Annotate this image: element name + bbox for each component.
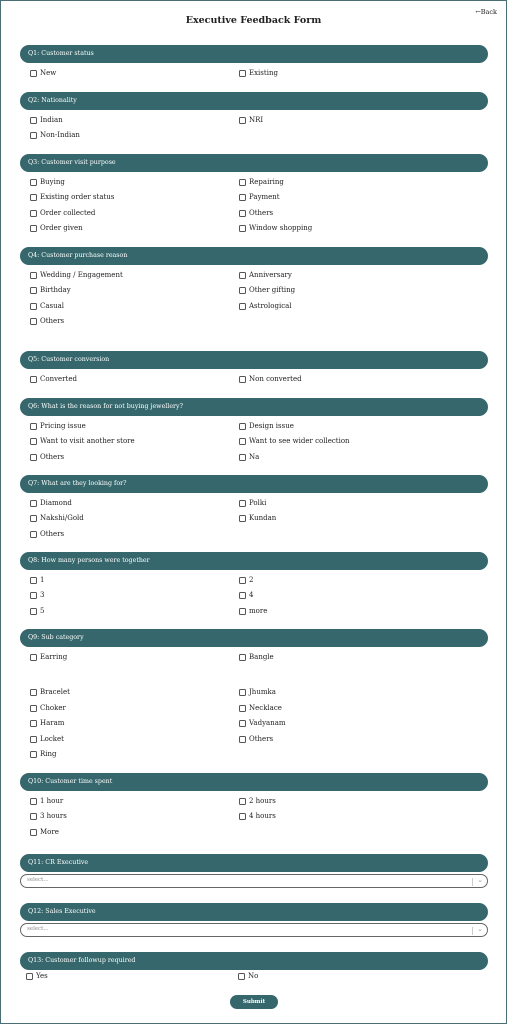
- checkbox[interactable]: [239, 376, 246, 383]
- checkbox[interactable]: [239, 194, 246, 201]
- option-label: Window shopping: [249, 224, 313, 232]
- question-header: Q3: Customer visit purpose: [20, 154, 488, 172]
- checkbox-option[interactable]: [30, 375, 77, 383]
- checkbox[interactable]: [30, 423, 37, 430]
- question-header: Q4: Customer purchase reason: [20, 247, 488, 265]
- checkbox-option[interactable]: [30, 499, 72, 507]
- question-q7: [20, 475, 488, 538]
- option-label: 2 hours: [249, 797, 276, 805]
- checkbox-option[interactable]: [239, 812, 276, 820]
- checkbox[interactable]: [239, 179, 246, 186]
- checkbox[interactable]: [239, 736, 246, 743]
- option-label: Want to visit another store: [40, 437, 135, 445]
- option-label: 5: [40, 607, 45, 615]
- checkbox[interactable]: [239, 225, 246, 232]
- checkbox-option[interactable]: [239, 499, 266, 507]
- checkbox[interactable]: [239, 813, 246, 820]
- question-q12: [20, 903, 488, 933]
- option-label: Earring: [40, 653, 68, 661]
- checkbox-option[interactable]: [30, 576, 44, 584]
- cr-executive-select[interactable]: [20, 874, 488, 888]
- option-label: 1 hour: [40, 797, 64, 805]
- option-label: 3 hours: [40, 812, 67, 820]
- question-q6: [20, 398, 488, 461]
- option-label: Bracelet: [40, 688, 70, 696]
- checkbox-option[interactable]: [239, 797, 276, 805]
- checkbox[interactable]: [30, 287, 37, 294]
- checkbox[interactable]: [30, 751, 37, 758]
- checkbox[interactable]: [30, 454, 37, 461]
- option-label: 1: [40, 576, 45, 584]
- checkbox-option[interactable]: [30, 750, 57, 758]
- checkbox[interactable]: [30, 210, 37, 217]
- submit-button[interactable]: Submit: [230, 995, 278, 1009]
- checkbox[interactable]: [30, 813, 37, 820]
- option-label: Order given: [40, 224, 83, 232]
- checkbox-option[interactable]: [30, 286, 71, 294]
- option-label: Converted: [40, 375, 77, 383]
- option-label: Necklace: [249, 704, 282, 712]
- option-label: Other gifting: [249, 286, 296, 294]
- question-header: Q12: Sales Executive: [20, 903, 488, 921]
- checkbox-option[interactable]: [30, 317, 64, 325]
- checkbox[interactable]: [30, 736, 37, 743]
- checkbox-option[interactable]: [239, 116, 263, 124]
- checkbox[interactable]: [239, 515, 246, 522]
- checkbox-option[interactable]: [30, 607, 44, 615]
- option-label: Na: [249, 453, 260, 461]
- checkbox-option[interactable]: [30, 735, 64, 743]
- checkbox[interactable]: [30, 117, 37, 124]
- checkbox[interactable]: [239, 577, 246, 584]
- option-label: Kundan: [249, 514, 277, 522]
- checkbox[interactable]: [30, 515, 37, 522]
- page-title: Executive Feedback Form: [185, 15, 322, 26]
- checkbox[interactable]: [239, 272, 246, 279]
- checkbox[interactable]: [30, 592, 37, 599]
- option-label: 2: [249, 576, 254, 584]
- checkbox-option[interactable]: [30, 178, 65, 186]
- checkbox[interactable]: [30, 438, 37, 445]
- option-label: 4: [249, 591, 254, 599]
- option-label: Choker: [40, 704, 66, 712]
- checkbox-option[interactable]: [239, 653, 274, 661]
- checkbox[interactable]: [30, 654, 37, 661]
- question-q4: [20, 247, 488, 325]
- option-label: Diamond: [40, 499, 72, 507]
- checkbox-option[interactable]: [239, 719, 286, 727]
- option-label: Yes: [36, 972, 48, 980]
- option-label: Nakshi/Gold: [40, 514, 84, 522]
- option-label: Jhumka: [249, 688, 276, 696]
- checkbox-option[interactable]: [30, 653, 67, 661]
- checkbox-option[interactable]: [30, 797, 63, 805]
- checkbox-option[interactable]: [30, 69, 56, 77]
- option-label: 4 hours: [249, 812, 276, 820]
- checkbox[interactable]: [30, 689, 37, 696]
- option-label: Astrological: [249, 302, 292, 310]
- checkbox-option[interactable]: [30, 116, 63, 124]
- checkbox-option[interactable]: [30, 422, 86, 430]
- option-label: Locket: [40, 735, 64, 743]
- question-header: Q5: Customer conversion: [20, 351, 488, 369]
- checkbox[interactable]: [239, 720, 246, 727]
- question-header: Q9: Sub category: [20, 629, 488, 647]
- option-label: Non converted: [249, 375, 302, 383]
- checkbox[interactable]: [30, 720, 37, 727]
- checkbox-option[interactable]: [30, 302, 64, 310]
- select-placeholder: select...: [27, 877, 49, 883]
- checkbox[interactable]: [238, 973, 245, 980]
- back-link[interactable]: ←Back: [475, 8, 497, 16]
- checkbox[interactable]: [30, 608, 37, 615]
- question-q3: [20, 154, 488, 232]
- checkbox-option[interactable]: [239, 704, 282, 712]
- checkbox-option[interactable]: [30, 271, 123, 279]
- option-label: NRI: [249, 116, 264, 124]
- checkbox-option[interactable]: [239, 271, 292, 279]
- option-label: Haram: [40, 719, 65, 727]
- checkbox[interactable]: [239, 654, 246, 661]
- checkbox-option[interactable]: [30, 131, 80, 139]
- checkbox-option[interactable]: [239, 453, 259, 461]
- option-label: Others: [40, 453, 65, 461]
- question-q5: [20, 351, 488, 383]
- checkbox-option[interactable]: [239, 688, 276, 696]
- checkbox-option[interactable]: [30, 591, 44, 599]
- checkbox-option[interactable]: [30, 209, 95, 217]
- checkbox-option[interactable]: [30, 812, 67, 820]
- option-label: Others: [249, 209, 274, 217]
- checkbox[interactable]: [239, 798, 246, 805]
- option-label: New: [40, 69, 57, 77]
- checkbox[interactable]: [30, 70, 37, 77]
- question-q1: [20, 45, 488, 77]
- select-separator: [472, 878, 473, 886]
- checkbox-option[interactable]: [239, 735, 273, 743]
- question-header: Q2: Nationality: [20, 92, 488, 110]
- question-q9: [20, 629, 488, 758]
- option-label: Ring: [40, 750, 57, 758]
- option-label: Anniversary: [249, 271, 292, 279]
- checkbox[interactable]: [239, 117, 246, 124]
- question-header: Q8: How many persons were together: [20, 552, 488, 570]
- option-label: More: [40, 828, 59, 836]
- option-label: Design issue: [249, 422, 294, 430]
- option-label: Birthday: [40, 286, 71, 294]
- option-label: Existing: [249, 69, 278, 77]
- checkbox[interactable]: [239, 689, 246, 696]
- checkbox-option[interactable]: [30, 437, 135, 445]
- checkbox-option[interactable]: [30, 224, 83, 232]
- sales-executive-select[interactable]: [20, 923, 488, 937]
- checkbox[interactable]: [239, 438, 246, 445]
- checkbox[interactable]: [239, 287, 246, 294]
- checkbox[interactable]: [30, 500, 37, 507]
- checkbox[interactable]: [30, 376, 37, 383]
- checkbox[interactable]: [239, 423, 246, 430]
- question-header: Q13: Customer followup required: [20, 952, 488, 970]
- checkbox[interactable]: [30, 577, 37, 584]
- checkbox[interactable]: [239, 303, 246, 310]
- option-label: Polki: [249, 499, 267, 507]
- option-label: No: [248, 972, 259, 980]
- checkbox-option[interactable]: [30, 828, 59, 836]
- option-label: Others: [249, 735, 274, 743]
- checkbox-option[interactable]: [239, 193, 280, 201]
- checkbox[interactable]: [30, 318, 37, 325]
- checkbox[interactable]: [30, 225, 37, 232]
- option-label: Repairing: [249, 178, 284, 186]
- checkbox-option[interactable]: [238, 972, 258, 980]
- question-q8: [20, 552, 488, 615]
- option-label: Order collected: [40, 209, 96, 217]
- checkbox-option[interactable]: [239, 375, 302, 383]
- checkbox[interactable]: [30, 194, 37, 201]
- checkbox[interactable]: [30, 179, 37, 186]
- option-label: Wedding / Engagement: [40, 271, 123, 279]
- checkbox-option[interactable]: [239, 422, 294, 430]
- question-header: Q1: Customer status: [20, 45, 488, 63]
- question-header: Q7: What are they looking for?: [20, 475, 488, 493]
- checkbox[interactable]: [239, 705, 246, 712]
- option-label: Vadyanam: [249, 719, 286, 727]
- option-label: Others: [40, 530, 65, 538]
- checkbox[interactable]: [239, 500, 246, 507]
- checkbox[interactable]: [26, 973, 33, 980]
- option-label: 3: [40, 591, 45, 599]
- checkbox-option[interactable]: [26, 972, 48, 980]
- checkbox-option[interactable]: [239, 286, 295, 294]
- checkbox[interactable]: [239, 608, 246, 615]
- checkbox-option[interactable]: [239, 576, 253, 584]
- select-separator: [472, 927, 473, 935]
- question-header: Q10: Customer time spent: [20, 773, 488, 791]
- checkbox-option[interactable]: [239, 178, 284, 186]
- question-q13: [20, 952, 488, 980]
- checkbox[interactable]: [30, 705, 37, 712]
- option-label: Others: [40, 317, 65, 325]
- option-label: Payment: [249, 193, 280, 201]
- select-placeholder: select...: [27, 926, 49, 932]
- option-label: Want to see wider collection: [249, 437, 350, 445]
- option-label: Bangle: [249, 653, 274, 661]
- question-header: Q6: What is the reason for not buying jewellery?: [20, 398, 488, 416]
- checkbox[interactable]: [30, 531, 37, 538]
- option-label: more: [249, 607, 268, 615]
- checkbox-option[interactable]: [239, 209, 273, 217]
- checkbox-option[interactable]: [239, 302, 292, 310]
- checkbox-option[interactable]: [239, 437, 350, 445]
- checkbox[interactable]: [239, 454, 246, 461]
- option-label: Existing order status: [40, 193, 115, 201]
- question-q10: [20, 773, 488, 836]
- question-header: Q11: CR Executive: [20, 854, 488, 872]
- checkbox[interactable]: [239, 210, 246, 217]
- checkbox[interactable]: [30, 272, 37, 279]
- option-label: Casual: [40, 302, 65, 310]
- option-label: Non-Indian: [40, 131, 80, 139]
- checkbox-option[interactable]: [239, 224, 312, 232]
- checkbox-option[interactable]: [239, 591, 253, 599]
- checkbox[interactable]: [30, 798, 37, 805]
- checkbox-option[interactable]: [30, 514, 84, 522]
- chevron-down-icon[interactable]: ⌄: [477, 925, 483, 933]
- checkbox-option[interactable]: [239, 69, 278, 77]
- checkbox-option[interactable]: [239, 607, 267, 615]
- checkbox-option[interactable]: [30, 193, 114, 201]
- question-q11: [20, 854, 488, 884]
- option-label: Indian: [40, 116, 63, 124]
- chevron-down-icon[interactable]: ⌄: [477, 876, 483, 884]
- checkbox-option[interactable]: [30, 688, 70, 696]
- checkbox-option[interactable]: [239, 514, 276, 522]
- checkbox-option[interactable]: [30, 719, 64, 727]
- option-label: Buying: [40, 178, 65, 186]
- question-q2: [20, 92, 488, 139]
- checkbox[interactable]: [30, 829, 37, 836]
- checkbox[interactable]: [30, 132, 37, 139]
- checkbox[interactable]: [239, 70, 246, 77]
- checkbox[interactable]: [30, 303, 37, 310]
- checkbox-option[interactable]: [30, 530, 64, 538]
- checkbox-option[interactable]: [30, 704, 66, 712]
- checkbox-option[interactable]: [30, 453, 64, 461]
- checkbox[interactable]: [239, 592, 246, 599]
- option-label: Pricing issue: [40, 422, 86, 430]
